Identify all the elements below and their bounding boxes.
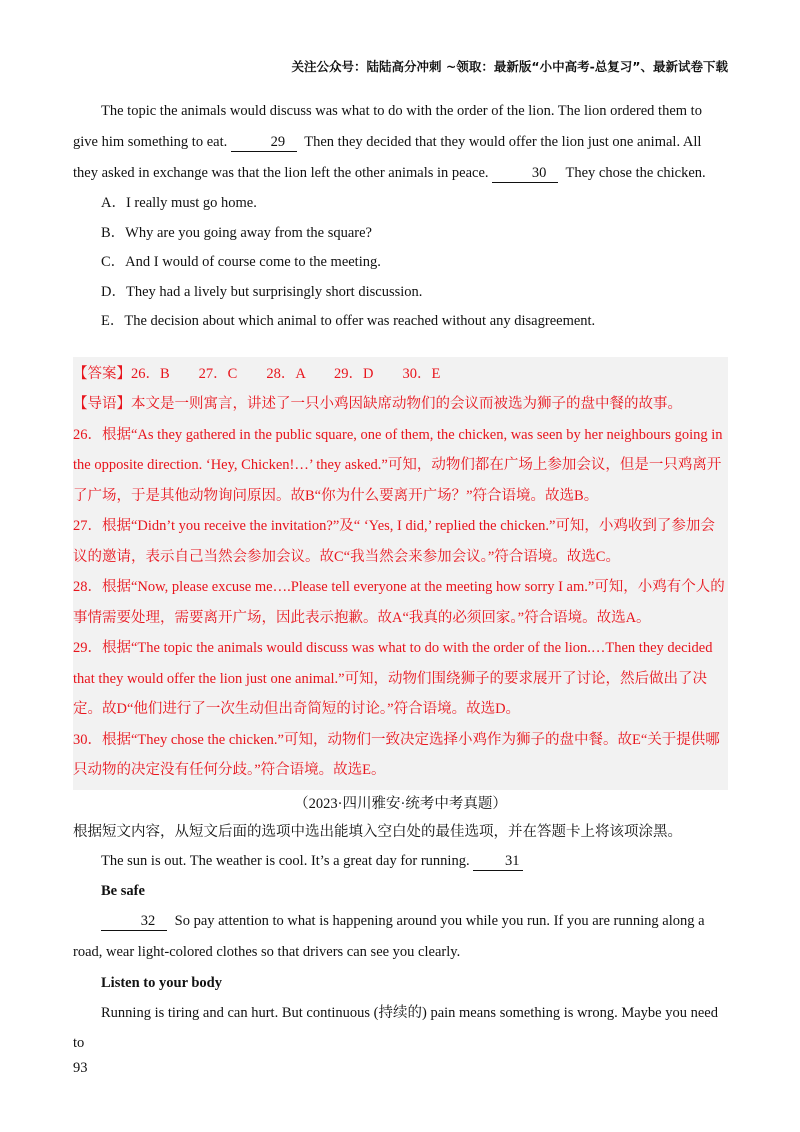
passage-paragraph <box>73 96 728 189</box>
passage-intro: The sun is out. The weather is cool. It’s a great day for running. 31 <box>73 846 728 876</box>
blank-29: 29 <box>231 134 297 152</box>
answer-block <box>73 357 728 790</box>
passage-text: Then they decided that they would offer the lion just one animal. All they asked in exchange was that the lion left the other animals in peace. <box>73 134 702 181</box>
page-number: 93 <box>73 1060 88 1076</box>
blank-32: 32 <box>101 913 167 931</box>
passage-text: The topic the animals would discuss was what to do with the order of the lion. The lion ordered them to give him something to eat. <box>73 103 702 150</box>
instruction: 根据短文内容，从短文后面的选项中选出能填入空白处的最佳选项，并在答题卡上将该项涂黑。 <box>73 823 682 840</box>
options-list <box>73 189 728 337</box>
page-header: 关注公众号：陆陆高分冲刺 ~领取：最新版“小中高考-总复习”、最新试卷下载 <box>291 59 728 74</box>
option-b: B．Why are you going away from the square? <box>101 224 372 241</box>
blank-30: 30 <box>492 165 558 183</box>
heading-listen: Listen to your body <box>101 974 222 991</box>
passage-listen: Running is tiring and can hurt. But continuous (持续的) pain means something is wrong. Maybe you need to <box>73 1004 718 1051</box>
answer-key: 【答案】26．B 27．C 28．A 29．D 30．E <box>73 365 441 382</box>
explanation-29: 29．根据“The topic the animals would discuss was what to do with the order of the lion.…Then they decided that they would offer the lion just one animal.”可知，动物们围绕狮子的要求展开了讨论，然后做出了决定。故D“他们进行了一次生动但出奇简短的讨论。”符合语境。故选D。 <box>73 640 713 717</box>
page-content <box>73 96 728 1058</box>
option-c: C．And I would of course come to the meeting. <box>101 254 381 270</box>
explanation-26: 26．根据“As they gathered in the public square, one of them, the chicken, was seen by her neighbours going in the opposite direction. ‘Hey, Chicken!…’ they asked.”可知，动物们都在广场上参加会议，但是一只鸡离开了广场，于是其他动物询问原因。故B“你为什么要离开广场？”符合语境。故选B。 <box>73 426 723 504</box>
option-a: A．I really must go home. <box>101 195 257 211</box>
passage-text: They chose the chicken. <box>565 165 706 181</box>
option-e: E．The decision about which animal to offer was reached without any disagreement. <box>101 313 596 329</box>
heading-be-safe: Be safe <box>101 882 145 899</box>
answer-guide: 【导语】本文是一则寓言，讲述了一只小鸡因缺席动物们的会议而被选为狮子的盘中餐的故事。 <box>73 396 682 412</box>
blank-31: 31 <box>473 853 523 871</box>
option-d: D．They had a lively but surprisingly short discussion. <box>101 283 423 300</box>
explanation-28: 28．根据“Now, please excuse me….Please tell everyone at the meeting how sorry I am.”可知，小鸡有个人的事情需要处理，需要离开广场，因此表示抱歉。故A“我真的必须回家。”符合语境。故选A。 <box>73 579 725 626</box>
explanation-27: 27．根据“Didn’t you receive the invitation?”及“ ‘Yes, I did,’ replied the chicken.”可知，小鸡收到了参加会议的邀请，表示自己当然会参加会议。故C“我当然会来参加会议。”符合语境。故选C。 <box>73 518 715 565</box>
question-source: （2023·四川雅安·统考中考真题） <box>294 795 507 812</box>
passage-be-safe: 32 So pay attention to what is happening around you while you run. If you are running along a road, wear light-colored clothes so that drivers can see you clearly. <box>73 912 705 960</box>
explanation-30: 30．根据“They chose the chicken.”可知，动物们一致决定选择小鸡作为狮子的盘中餐。故E“关于提供哪只动物的决定没有任何分歧。”符合语境。故选E。 <box>73 731 720 778</box>
